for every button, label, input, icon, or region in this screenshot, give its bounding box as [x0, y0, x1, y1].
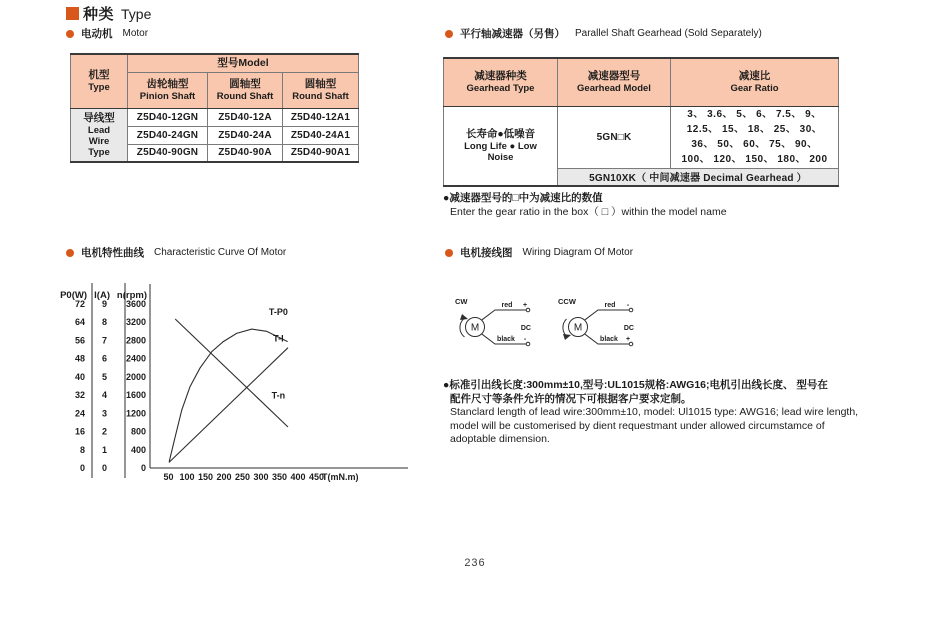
svg-text:400: 400 [130, 444, 146, 455]
wiring-section-label-en: Wiring Diagram Of Motor [522, 247, 634, 258]
motor-section-header [66, 26, 148, 41]
svg-text:350: 350 [271, 472, 288, 482]
svg-text:T(mN.m): T(mN.m) [322, 472, 359, 482]
svg-text:400: 400 [290, 472, 306, 482]
svg-text:450: 450 [308, 472, 325, 482]
bullet-icon [445, 30, 453, 38]
svg-text:8: 8 [101, 317, 107, 328]
svg-text:DC: DC [520, 325, 531, 332]
svg-text:48: 48 [74, 353, 85, 364]
svg-text:-: - [626, 302, 630, 309]
svg-text:1: 1 [101, 444, 107, 455]
page-title-cn: 种类 [83, 6, 115, 23]
wiring-note: ●标准引出线长度:300mm±10,型号:UL1015规格:AWG16;电机引出线长度、 型号在 配件尺寸等条件允许的情况下可根据客户要求定制。 Stanclard length of lead wire:300mm±10, model: Ul1015 type: AWG16; lead wire length, model will be customerised by dient requestmant under allowed circumstamce of adoptable dimension. [443, 379, 859, 445]
svg-text:16: 16 [74, 426, 85, 437]
svg-text:24: 24 [74, 408, 85, 419]
gearhead-note: ●减速器型号的□中为减速比的数值 Enter the gear ratio in the box（ □ ）within the model name [443, 192, 727, 218]
svg-text:150: 150 [197, 472, 214, 482]
svg-text:6: 6 [101, 353, 107, 364]
table-row: 导线型 Lead Wire Type Z5D40-12GN Z5D40-12A Z5D40-12A1 [71, 108, 359, 126]
motor-table-rowgroup: 导线型 Lead Wire Type [71, 108, 128, 162]
svg-text:4: 4 [101, 390, 107, 401]
svg-text:2400: 2400 [125, 353, 146, 364]
gearhead-type-cell: 长寿命●低噪音 Long Life ● Low Noise [444, 106, 558, 186]
svg-text:+: + [625, 336, 631, 343]
svg-text:2: 2 [101, 426, 107, 437]
svg-text:T-I: T-I [273, 333, 284, 344]
svg-text:0: 0 [101, 463, 107, 473]
svg-text:300: 300 [253, 472, 269, 482]
svg-text:n(rpm): n(rpm) [116, 290, 147, 301]
characteristic-curve-chart [30, 278, 420, 488]
svg-text:250: 250 [234, 472, 251, 482]
svg-text:black: black [600, 336, 618, 343]
svg-text:3: 3 [101, 408, 107, 419]
gearhead-table-header: 减速器种类 Gearhead Type [444, 58, 558, 106]
svg-text:+: + [522, 302, 528, 309]
wiring-section-header [445, 245, 633, 260]
svg-text:800: 800 [130, 426, 146, 437]
gear-ratio-cell: 3、 3.6、 5、 6、 7.5、 9、 12.5、 15、 18、 25、 30、 36、 50、 60、 75、 90、 100、 120、 150、 180、 200 [671, 106, 839, 168]
title-square-icon [66, 7, 79, 20]
motor-table [70, 53, 359, 163]
svg-text:M: M [470, 322, 480, 334]
svg-text:56: 56 [74, 335, 85, 346]
wiring-diagram [450, 285, 650, 355]
svg-text:P0(W): P0(W) [60, 290, 87, 301]
svg-text:5: 5 [101, 371, 107, 382]
bullet-icon [66, 30, 74, 38]
svg-text:T-P0: T-P0 [268, 306, 288, 317]
bullet-icon [66, 249, 74, 257]
motor-section-label-en: Motor [122, 28, 149, 39]
motor-table-col1-header: 机型 Type [71, 54, 128, 108]
gearhead-table-header: 减速器型号 Gearhead Model [558, 58, 671, 106]
svg-text:2000: 2000 [125, 371, 146, 382]
motor-table-subheader: 圆轴型 Round Shaft [208, 72, 283, 108]
svg-text:red: red [501, 302, 513, 309]
gearhead-model-cell: 5GN□K [558, 106, 671, 168]
svg-text:3200: 3200 [125, 317, 146, 328]
page-number: 236 [464, 557, 486, 569]
svg-text:red: red [604, 302, 616, 309]
table-row [444, 106, 839, 168]
svg-text:1600: 1600 [125, 390, 146, 401]
svg-text:9: 9 [101, 299, 107, 309]
svg-text:200: 200 [216, 472, 232, 482]
svg-text:50: 50 [163, 472, 174, 482]
svg-text:-: - [523, 336, 527, 343]
motor-table-subheader: 齿轮轴型 Pinion Shaft [128, 72, 208, 108]
page-title-en: Type [121, 5, 152, 22]
svg-text:0: 0 [140, 463, 146, 473]
gearhead-table-header: 减速比 Gear Ratio [671, 58, 839, 106]
motor-section-label-cn: 电动机 [81, 28, 113, 40]
gearhead-table [443, 57, 839, 187]
motor-table-subheader: 圆轴型 Round Shaft [283, 72, 359, 108]
wiring-section-label-cn: 电机接线图 [460, 247, 513, 259]
svg-text:100: 100 [179, 472, 195, 482]
gearhead-section-header [445, 26, 762, 41]
curve-section-header [66, 245, 286, 260]
svg-text:CW: CW [455, 297, 468, 306]
svg-text:black: black [497, 336, 515, 343]
svg-text:2800: 2800 [125, 335, 146, 346]
table-row: Z5D40-24GN Z5D40-24A Z5D40-24A1 [71, 126, 359, 144]
svg-text:40: 40 [74, 371, 85, 382]
svg-text:3600: 3600 [125, 299, 146, 309]
svg-text:7: 7 [101, 335, 107, 346]
svg-text:64: 64 [74, 317, 85, 328]
svg-text:DC: DC [623, 325, 634, 332]
curve-section-label-cn: 电机特性曲线 [81, 247, 144, 259]
page-title [66, 3, 151, 24]
svg-text:72: 72 [74, 299, 85, 309]
svg-text:CCW: CCW [558, 297, 576, 306]
table-row: Z5D40-90GN Z5D40-90A Z5D40-90A1 [71, 144, 359, 162]
gearhead-section-label-en: Parallel Shaft Gearhead (Sold Separately) [575, 28, 762, 39]
gearhead-section-label-cn: 平行轴减速器（另售） [460, 28, 565, 40]
motor-table-model-header: 型号Model [128, 54, 359, 72]
svg-text:0: 0 [79, 463, 85, 473]
curve-section-label-en: Characteristic Curve Of Motor [154, 247, 287, 258]
svg-text:1200: 1200 [125, 408, 146, 419]
svg-text:M: M [573, 322, 583, 334]
svg-text:32: 32 [74, 390, 85, 401]
svg-text:8: 8 [79, 444, 85, 455]
svg-text:T-n: T-n [271, 390, 286, 401]
decimal-gearhead-cell: 5GN10XK（ 中间减速器 Decimal Gearhead ） [558, 168, 839, 186]
svg-text:I(A): I(A) [94, 290, 110, 301]
bullet-icon [445, 249, 453, 257]
